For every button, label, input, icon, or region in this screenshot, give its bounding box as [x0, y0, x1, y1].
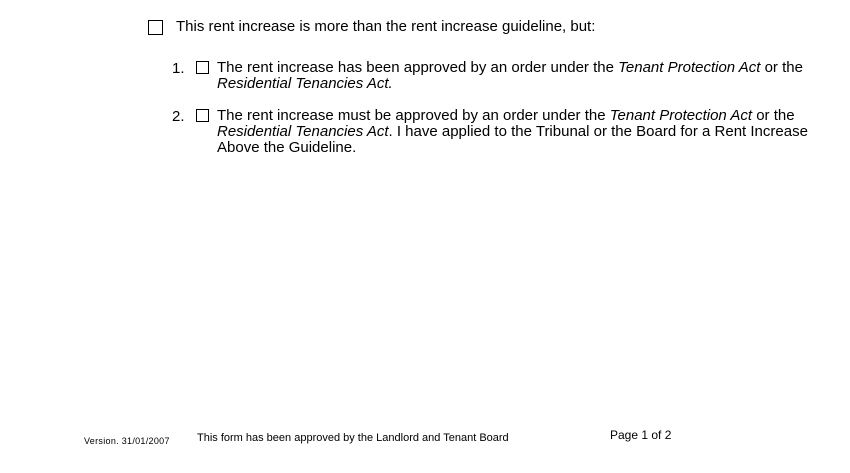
- option-1-line1: The rent increase has been approved by an order under the Tenant Protection Act or the: [217, 59, 803, 76]
- option-2-line2: Residential Tenancies Act. I have applied to the Tribunal or the Board for a Rent Increase: [217, 123, 808, 140]
- option-2-checkbox[interactable]: [196, 109, 209, 122]
- option-2-line3: Above the Guideline.: [217, 139, 357, 156]
- option-1-line2: Residential Tenancies Act.: [217, 75, 393, 92]
- option-1-checkbox[interactable]: [196, 61, 209, 74]
- option-1-number: 1.: [172, 60, 185, 77]
- guideline-exceeded-label: This rent increase is more than the rent increase guideline, but:: [176, 18, 596, 35]
- footer-version: Version. 31/01/2007: [84, 436, 170, 446]
- guideline-exceeded-checkbox[interactable]: [148, 20, 163, 35]
- option-2-line1: The rent increase must be approved by an order under the Tenant Protection Act or the: [217, 107, 795, 124]
- footer-approval: This form has been approved by the Landlord and Tenant Board: [197, 432, 509, 444]
- option-2-number: 2.: [172, 108, 185, 125]
- footer-page-number: Page 1 of 2: [610, 428, 672, 442]
